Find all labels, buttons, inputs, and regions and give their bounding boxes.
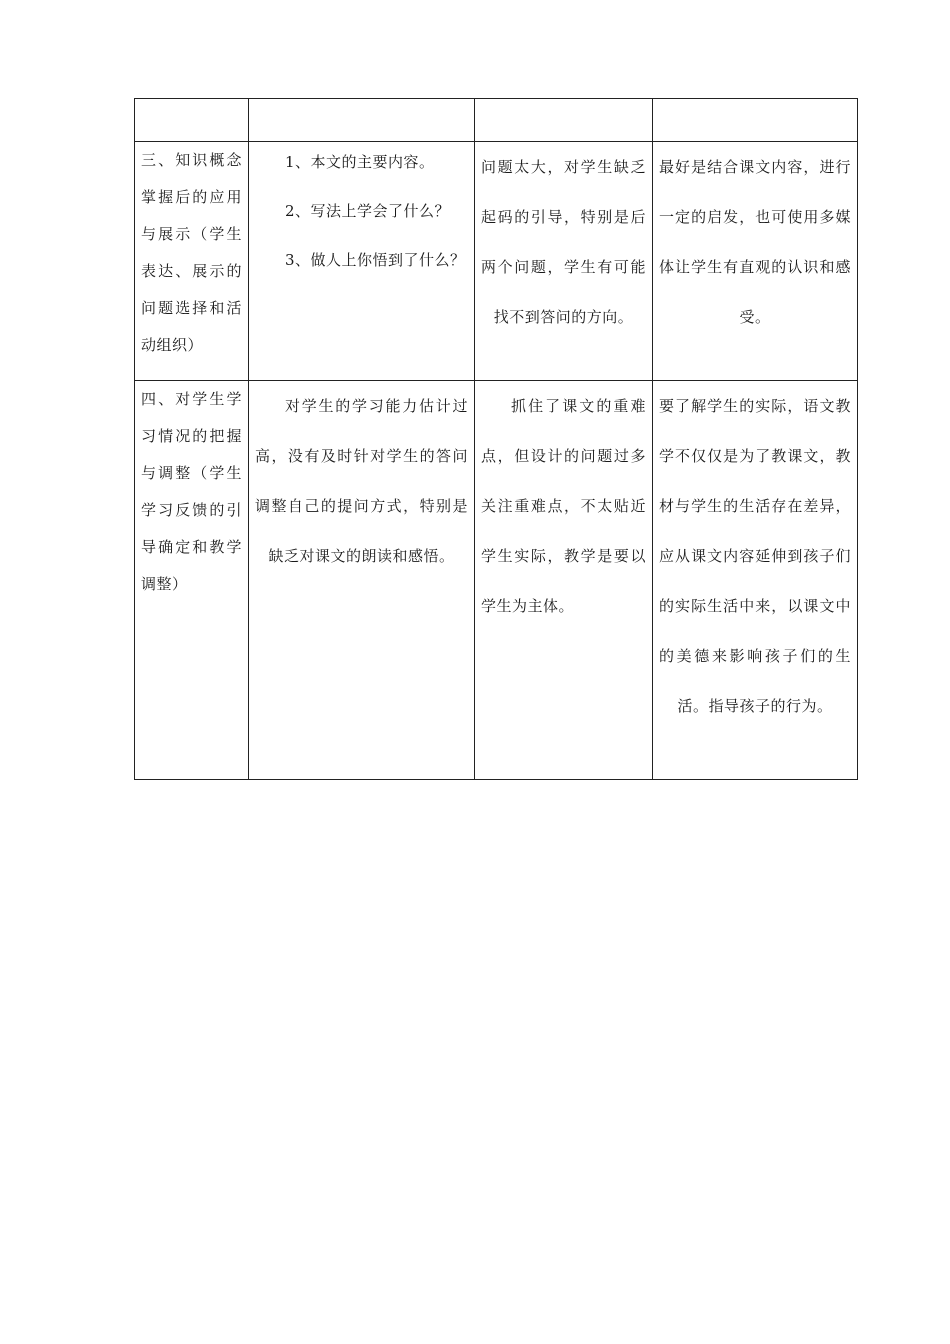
table-row-learning-adjustment xyxy=(135,381,858,780)
cell-problem xyxy=(475,381,653,780)
table-row-knowledge-application xyxy=(135,142,858,381)
cell-content xyxy=(249,142,475,381)
evaluation-table xyxy=(134,98,858,780)
cell-content xyxy=(249,99,475,142)
content-text: 对学生的学习能力估计过高，没有及时针对学生的答问调整自己的提问方式，特别是缺乏对课文的朗读和感悟。 xyxy=(255,397,468,565)
content-item: 1、本文的主要内容。 xyxy=(285,153,435,171)
content-item: 3、做人上你悟到了什么？ xyxy=(285,251,466,269)
suggestion-text: 最好是结合课文内容，进行一定的启发，也可使用多媒体让学生有直观的认识和感受。 xyxy=(659,158,851,326)
cell-content xyxy=(249,381,475,780)
cell-stage xyxy=(135,99,249,142)
cell-suggestion xyxy=(653,99,858,142)
table-row-blank xyxy=(135,99,858,142)
cell-problem xyxy=(475,142,653,381)
content-item: 2、写法上学会了什么？ xyxy=(285,202,451,220)
cell-problem xyxy=(475,99,653,142)
cell-suggestion xyxy=(653,381,858,780)
cell-suggestion xyxy=(653,142,858,381)
cell-stage xyxy=(135,381,249,780)
suggestion-text: 要了解学生的实际，语文教学不仅仅是为了教课文，教材与学生的生活存在差异，应从课文内容延伸到孩子们的实际生活中来，以课文中的美德来影响孩子们的生活。指导孩子的行为。 xyxy=(659,397,851,715)
stage-text: 四、对学生学习情况的把握与调整（学生学习反馈的引导确定和教学调整） xyxy=(141,390,242,593)
content-list xyxy=(255,142,468,272)
cell-stage xyxy=(135,142,249,381)
problem-text: 抓住了课文的重难点，但设计的问题过多关注重难点，不太贴近学生实际，教学是要以学生为主体。 xyxy=(481,397,646,615)
stage-text: 三、知识概念掌握后的应用与展示（学生表达、展示的问题选择和活动组织） xyxy=(141,151,242,354)
problem-text: 问题太大，对学生缺乏起码的引导，特别是后两个问题，学生有可能找不到答问的方向。 xyxy=(481,158,646,326)
